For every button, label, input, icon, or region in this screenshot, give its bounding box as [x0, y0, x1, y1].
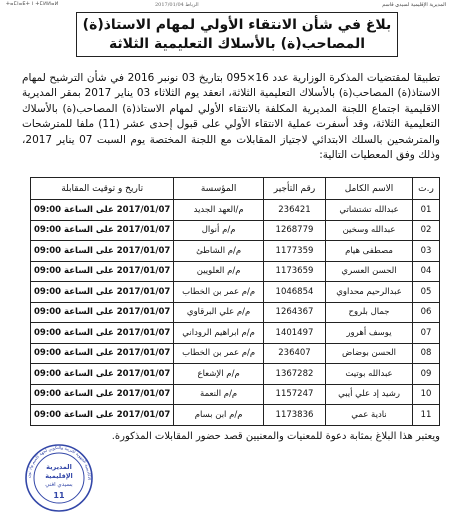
cell-date: 2017/01/07 على الساعة 09:00: [31, 364, 174, 385]
cell-date: 2017/01/07 على الساعة 09:00: [31, 302, 174, 323]
table-row: [31, 302, 440, 323]
cell-name: يوسف أهرور: [326, 323, 413, 344]
header-inst: المؤسسة: [174, 178, 264, 200]
cell-date: 2017/01/07 على الساعة 09:00: [31, 220, 174, 241]
cell-inst: م/م الشاطئ: [174, 241, 264, 262]
announcement-title-box: [76, 12, 398, 57]
cell-num: 04: [413, 261, 440, 282]
table-row: [31, 323, 440, 344]
cell-num: 10: [413, 384, 440, 405]
cell-num: 01: [413, 200, 440, 221]
cell-reg: 1401497: [263, 323, 325, 344]
cell-reg: 1264367: [263, 302, 325, 323]
cell-num: 05: [413, 282, 440, 303]
cell-name: عبدالله تشتشاتي: [326, 200, 413, 221]
cell-reg: 1157247: [263, 384, 325, 405]
letterhead-right-text: المديرية الإقليمية لسيدي قاسم: [382, 2, 446, 8]
cell-num: 08: [413, 343, 440, 364]
cell-name: عبدالله بوتيت: [326, 364, 413, 385]
cell-inst: م/م علي البرقاوي: [174, 302, 264, 323]
cell-name: مصطفى هيام: [326, 241, 413, 262]
table-row: [31, 384, 440, 405]
table-row: [31, 405, 440, 426]
stamp-line-1: المديرية: [46, 463, 72, 471]
header-num: ر.ت: [413, 178, 440, 200]
table-row: [31, 343, 440, 364]
closing-note: ويعتبر هذا البلاغ بمثابة دعوة للمعنيات والمعنيين قصد حضور المقابلات المذكورة.: [111, 431, 440, 442]
cell-date: 2017/01/07 على الساعة 09:00: [31, 261, 174, 282]
cell-name: عبدالله وسخين: [326, 220, 413, 241]
candidates-table: [30, 177, 440, 426]
title-line-1: بلاغ في شأن الانتقاء الأولي لمهام الاستاذ(ة): [82, 17, 392, 33]
header-reg: رقم التأجير: [263, 178, 325, 200]
title-line-2: المصاحب(ة) بالأسلاك التعليمية الثلاثة: [108, 36, 366, 52]
cell-inst: م/م عمر بن الخطاب: [174, 343, 264, 364]
cell-inst: م/م أنوال: [174, 220, 264, 241]
cell-reg: 1367282: [263, 364, 325, 385]
cell-num: 03: [413, 241, 440, 262]
cell-reg: 236407: [263, 343, 325, 364]
cell-inst: م/العهد الجديد: [174, 200, 264, 221]
cell-reg: 1173659: [263, 261, 325, 282]
cell-date: 2017/01/07 على الساعة 09:00: [31, 200, 174, 221]
stamp-line-3: بسيدي افني: [45, 482, 73, 488]
table-row: [31, 364, 440, 385]
cell-date: 2017/01/07 على الساعة 09:00: [31, 405, 174, 426]
cell-name: رشيد إد علي أيبي: [326, 384, 413, 405]
intro-paragraph: تطبيقا لمقتضيات المذكرة الوزارية عدد 16×095 بتاريخ 03 نونبر 2016 في شأن الترشيح لمهام الاستاذ(ة) المصاحب(ة) بالأسلاك التعليمية الثلاثة، انعقد يوم الثلاثاء 03 يناير 2017 بمقر المديرية الاقليمية اجتماع اللجنة المديرية المكلفة بالانتقاء الأولي لمهام الاستاذ(ة) المصاحب(ة) بالأسلاك التعليمية الثلاثة، وقد أسفرت عملية الانتقاء الأولي على قبول إحدى عشر (11) ملفا للمترشحات والمترشحين بالسلك الابتدائي لاجتياز المقابلات مع اللجنة المختصة يوم السبت 07 يناير 2017، وذلك وفق المعطيات التالية:: [22, 72, 441, 162]
cell-date: 2017/01/07 على الساعة 09:00: [31, 282, 174, 303]
table-row: [31, 261, 440, 282]
cell-num: 11: [413, 405, 440, 426]
table-row: [31, 200, 440, 221]
cell-inst: م/م النعمة: [174, 384, 264, 405]
table-row: [31, 241, 440, 262]
cell-reg: 236421: [263, 200, 325, 221]
cell-inst: م/م عمر بن الخطاب: [174, 282, 264, 303]
letterhead-left-text: ⵜⴰⵎⵏⴰⴹⵜ ⵏ ⵜⵎⵍⵍⴰⵍ: [6, 1, 59, 7]
cell-date: 2017/01/07 على الساعة 09:00: [31, 323, 174, 344]
cell-reg: 1046854: [263, 282, 325, 303]
cell-inst: م/م الإشعاع: [174, 364, 264, 385]
cell-inst: م/م ابن بسام: [174, 405, 264, 426]
stamp-number: 11: [53, 491, 65, 500]
cell-name: جمال بلروح: [326, 302, 413, 323]
cell-inst: م/م العلويين: [174, 261, 264, 282]
cell-num: 07: [413, 323, 440, 344]
cell-reg: 1173836: [263, 405, 325, 426]
letterhead: [0, 0, 452, 12]
letterhead-center-text: الرباط 2017/01/04: [155, 2, 199, 8]
table-header-row: [31, 178, 440, 200]
cell-name: عبدالرحيم محداوي: [326, 282, 413, 303]
cell-date: 2017/01/07 على الساعة 09:00: [31, 241, 174, 262]
cell-name: الحسن العسري: [326, 261, 413, 282]
header-name: الاسم الكامل: [326, 178, 413, 200]
cell-num: 06: [413, 302, 440, 323]
cell-name: الحسن بوضاض: [326, 343, 413, 364]
cell-reg: 1177359: [263, 241, 325, 262]
cell-date: 2017/01/07 على الساعة 09:00: [31, 343, 174, 364]
cell-name: نادية عمي: [326, 405, 413, 426]
table-row: [31, 220, 440, 241]
cell-date: 2017/01/07 على الساعة 09:00: [31, 384, 174, 405]
cell-num: 09: [413, 364, 440, 385]
stamp-ring-text: الأكاديمية الجهوية للتربية والتكوين لجهة كلميم واد نون: [25, 444, 93, 481]
cell-num: 02: [413, 220, 440, 241]
header-date: تاريخ و توقيت المقابلة: [31, 178, 174, 200]
cell-inst: م/م ابراهيم الروداني: [174, 323, 264, 344]
official-stamp: [24, 443, 94, 513]
cell-reg: 1268779: [263, 220, 325, 241]
table-row: [31, 282, 440, 303]
stamp-line-2: الإقليمية: [45, 472, 73, 480]
